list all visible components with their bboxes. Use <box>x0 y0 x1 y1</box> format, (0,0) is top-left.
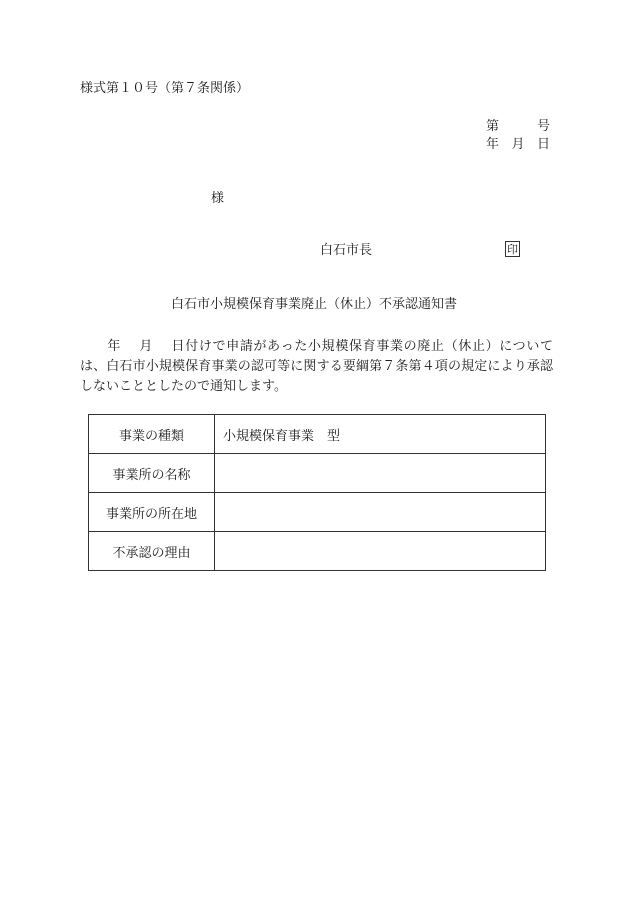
form-number: 様式第１０号（第７条関係） <box>80 81 250 96</box>
detail-table <box>88 414 546 571</box>
row-value-business-type: 小規模保育事業 型 <box>215 415 546 454</box>
row-value-rejection-reason <box>215 532 546 571</box>
table-row <box>89 415 546 454</box>
addressee-honorific: 様 <box>211 191 225 206</box>
seal-stamp-icon: 印 <box>507 242 518 256</box>
table-row <box>89 532 546 571</box>
number-suffix: 号 <box>536 119 550 134</box>
table-row <box>89 493 546 532</box>
date-day: 日 <box>536 137 550 152</box>
row-label-facility-address: 事業所の所在地 <box>89 493 215 532</box>
row-label-facility-name: 事業所の名称 <box>89 454 215 493</box>
document-number-line <box>486 120 550 133</box>
row-value-facility-address <box>215 493 546 532</box>
row-value-facility-name <box>215 454 546 493</box>
row-label-rejection-reason: 不承認の理由 <box>89 532 215 571</box>
row-label-business-type: 事業の種類 <box>89 415 215 454</box>
date-year: 年 <box>486 137 500 152</box>
number-prefix: 第 <box>486 119 500 134</box>
table-row <box>89 454 546 493</box>
document-title: 白石市小規模保育事業廃止（休止）不承認通知書 <box>171 297 458 312</box>
body-paragraph: 年 月 日付けで申請があった小規模保育事業の廃止（休止）については、白石市小規模保育事業の認可等に関する要綱第７条第４項の規定により承認しないこととしたので通知します。 <box>80 339 553 394</box>
issuer-name: 白石市長 <box>320 243 373 258</box>
document-date-line <box>486 138 550 151</box>
date-month: 月 <box>511 137 525 152</box>
